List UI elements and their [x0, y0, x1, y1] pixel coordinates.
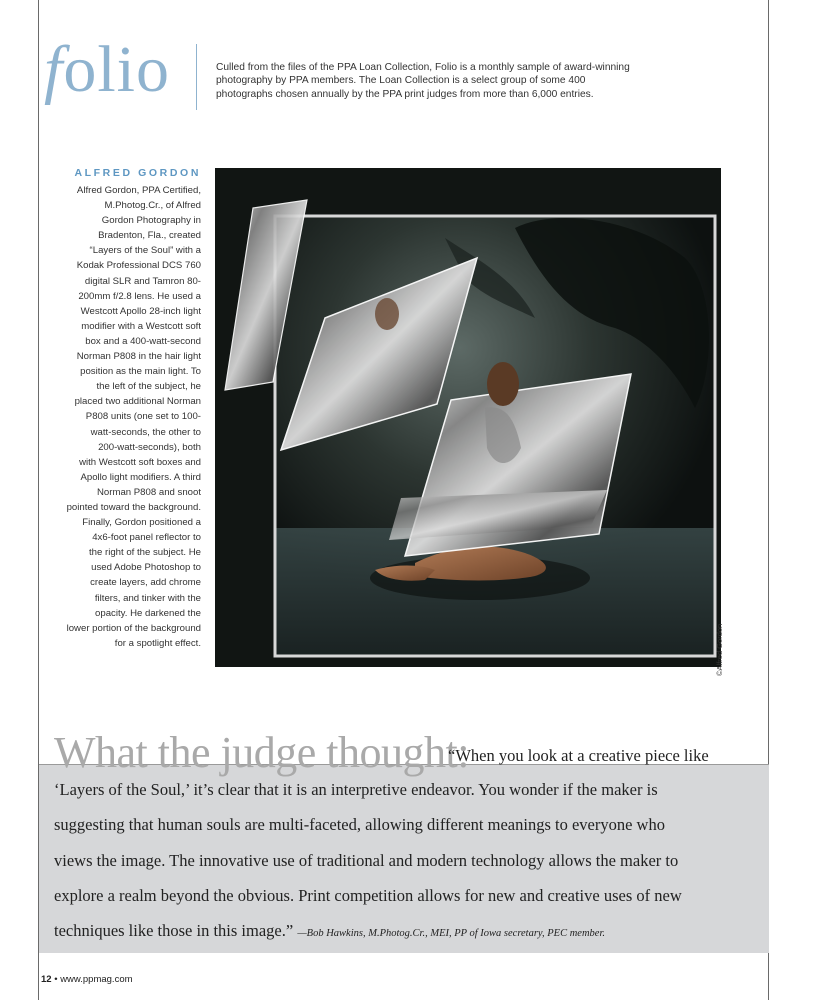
- bio-line: create layers, add chrome: [90, 577, 201, 589]
- footer-site-link[interactable]: www.ppmag.com: [60, 974, 133, 985]
- bio-line: P808 units (one set to 100-: [85, 411, 201, 423]
- bio-line: filters, and tinker with the: [94, 592, 201, 604]
- folio-wordmark-f: f: [44, 33, 64, 106]
- bio-line: watt-seconds, the other to: [90, 426, 201, 438]
- bio-line: opacity. He darkened the: [95, 607, 201, 619]
- intro-text: [216, 61, 686, 101]
- folio-wordmark: [44, 30, 170, 110]
- bio-line: box and a 400-watt-second: [85, 335, 201, 347]
- photo-artwork: [215, 168, 721, 667]
- quote-line: suggesting that human souls are multi-faceted, allowing different meanings to everyone who: [54, 815, 665, 835]
- quote-line: views the image. The innovative use of traditional and modern technology allows the maker to: [54, 850, 679, 870]
- bio-line: used Adobe Photoshop to: [91, 562, 201, 574]
- bio-line: 200-watt-seconds), both: [98, 441, 201, 453]
- bio-line: Bradenton, Fla., created: [98, 230, 201, 242]
- bio-line: Alfred Gordon, PPA Certified,: [76, 185, 201, 196]
- bio-line: “Layers of the Soul” with a: [89, 245, 201, 257]
- judge-quote: [54, 772, 766, 951]
- photo-credit: ©Alfred Gordon: [715, 623, 724, 676]
- quote-attribution: —Bob Hawkins, M.Photog.Cr., MEI, PP of Iowa secretary, PEC member.: [297, 928, 606, 940]
- bio-line: the left of the subject, he: [96, 381, 201, 393]
- bio-line: Norman P808 in the hair light: [76, 351, 201, 363]
- quote-line: ‘Layers of the Soul,’ it’s clear that it is an interpretive endeavor. You wonder if the maker is: [54, 780, 658, 799]
- bio-line: Apollo light modifiers. A third: [80, 471, 201, 483]
- bio-line: Norman P808 and snoot: [97, 486, 201, 498]
- bio-line: 4x6-foot panel reflector to: [92, 532, 201, 544]
- judge-heading: What the judge thought:: [54, 728, 469, 777]
- judge-quote-first-line: “When you look at a creative piece like: [448, 746, 709, 765]
- intro-line: photographs chosen annually by the PPA print judges from more than 6,000 entries.: [216, 88, 594, 100]
- page-footer: [41, 974, 133, 985]
- folio-wordmark-rest: olio: [63, 33, 171, 106]
- photographer-name: ALFRED GORDON: [74, 167, 201, 179]
- bio-line: pointed toward the background.: [66, 501, 201, 513]
- bio-line: 200mm f/2.8 lens. He used a: [78, 290, 201, 302]
- bio-line: Gordon Photography in: [101, 215, 201, 227]
- bio-line: with Westcott soft boxes and: [79, 456, 201, 468]
- quote-last-line: [54, 913, 766, 951]
- page-number: 12: [41, 974, 52, 985]
- featured-photograph: [215, 168, 721, 667]
- intro-line: Culled from the files of the PPA Loan Collection, Folio is a monthly sample of award-winning: [216, 62, 630, 73]
- bio-line: digital SLR and Tamron 80-: [84, 275, 201, 287]
- bio-line: M.Photog.Cr., of Alfred: [104, 200, 201, 212]
- intro-line: photography by PPA members. The Loan Collection is a select group of some 400: [216, 75, 586, 87]
- photographer-bio: [52, 183, 201, 651]
- bio-line: the right of the subject. He: [89, 547, 201, 559]
- bio-line: Westcott Apollo 28-inch light: [80, 305, 201, 317]
- quote-line: explore a realm beyond the obvious. Print competition allows for new and creative uses of new: [54, 885, 682, 905]
- quote-last-text: techniques like those in this image.”: [54, 921, 294, 941]
- bio-line: for a spotlight effect.: [114, 637, 201, 649]
- folio-divider: [196, 44, 197, 110]
- bio-line: Finally, Gordon positioned a: [82, 517, 201, 529]
- bio-line: modifier with a Westcott soft: [81, 320, 201, 332]
- bio-line: position as the main light. To: [80, 366, 201, 378]
- bio-line: placed two additional Norman: [74, 396, 201, 408]
- bio-line: lower portion of the background: [66, 622, 201, 634]
- bio-line: Kodak Professional DCS 760: [76, 260, 201, 272]
- footer-separator: •: [51, 974, 61, 985]
